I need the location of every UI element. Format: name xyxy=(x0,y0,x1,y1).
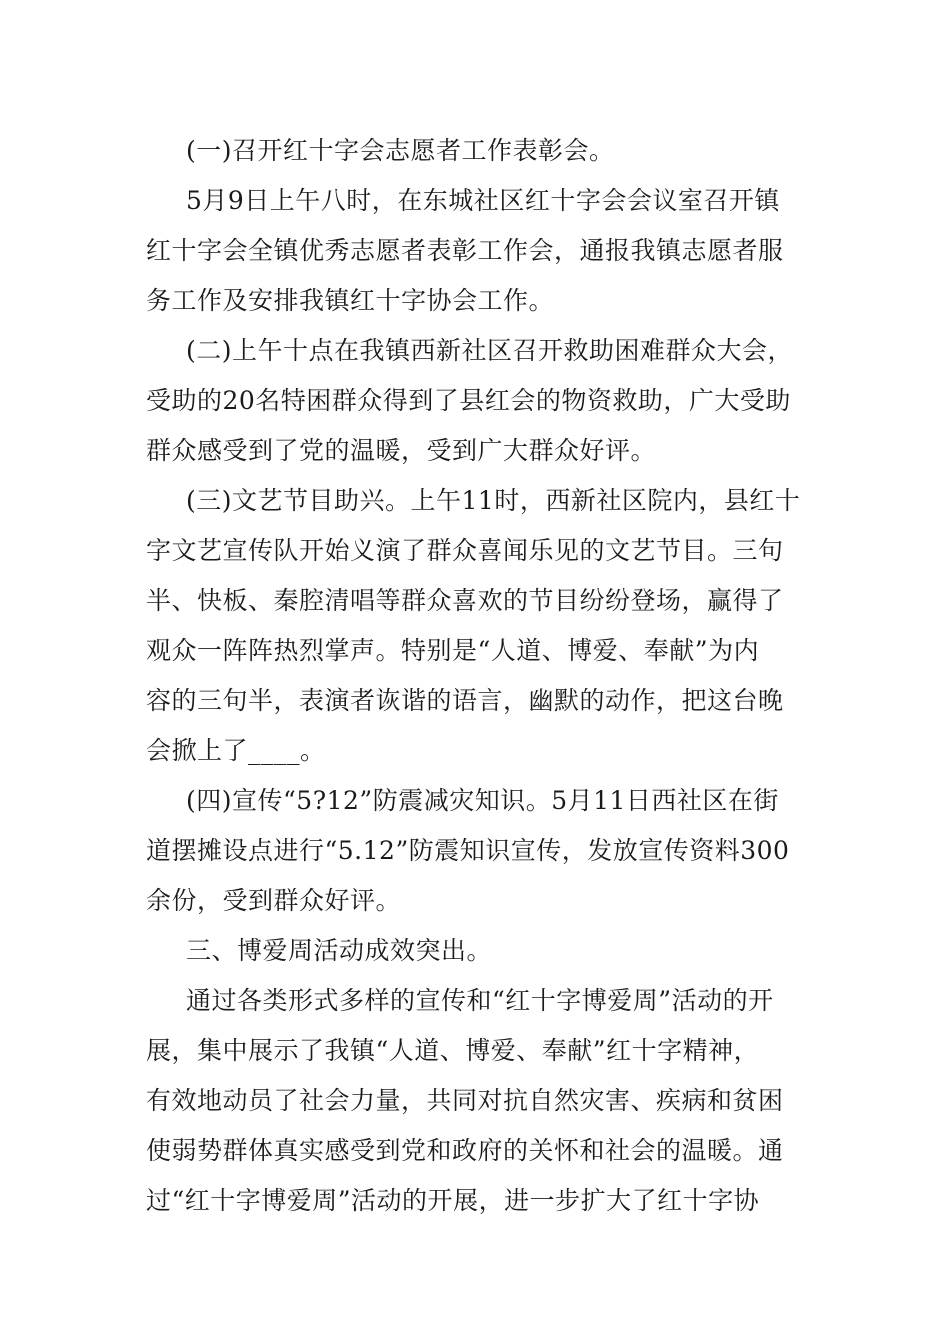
text-line: (一)召开红十字会志愿者工作表彰会。 xyxy=(186,136,615,165)
text-line: 容的三句半，表演者诙谐的语言，幽默的动作，把这台晚 xyxy=(146,686,784,715)
text-line: 群众感受到了党的温暖，受到广大群众好评。 xyxy=(146,436,657,465)
text-line: 观众一阵阵热烈掌声。特别是“人道、博爱、奉献”为内 xyxy=(146,636,760,665)
text-line: (四)宣传“5?12”防震减灾知识。5月11日西社区在街 xyxy=(186,786,779,815)
document-body xyxy=(146,126,810,1226)
text-line: 使弱势群体真实感受到党和政府的关怀和社会的温暖。通 xyxy=(146,1136,784,1165)
text-line: 余份，受到群众好评。 xyxy=(146,886,402,915)
text-line: 通过各类形式多样的宣传和“红十字博爱周”活动的开 xyxy=(186,986,774,1015)
text-line: 道摆摊设点进行“5.12”防震知识宣传，发放宣传资料300 xyxy=(146,836,790,865)
text-line: 会掀上了____。 xyxy=(146,736,326,765)
text-line: 红十字会全镇优秀志愿者表彰工作会，通报我镇志愿者服 xyxy=(146,236,784,265)
text-line: 展，集中展示了我镇“人道、博爱、奉献”红十字精神， xyxy=(146,1036,760,1065)
text-line: (三)文艺节目助兴。上午11时，西新社区院内，县红十 xyxy=(186,486,801,515)
text-line: 过“红十字博爱周”活动的开展，进一步扩大了红十字协 xyxy=(146,1186,760,1215)
text-line: 有效地动员了社会力量，共同对抗自然灾害、疾病和贫困 xyxy=(146,1086,784,1115)
text-line: (二)上午十点在我镇西新社区召开救助困难群众大会， xyxy=(186,336,794,365)
text-line: 务工作及安排我镇红十字协会工作。 xyxy=(146,286,555,315)
text-line: 5月9日上午八时，在东城社区红十字会会议室召开镇 xyxy=(186,186,780,215)
text-line: 半、快板、秦腔清唱等群众喜欢的节目纷纷登场，赢得了 xyxy=(146,586,784,615)
text-line: 字文艺宣传队开始义演了群众喜闻乐见的文艺节目。三句 xyxy=(146,536,784,565)
text-line: 受助的20名特困群众得到了县红会的物资救助，广大受助 xyxy=(146,386,791,415)
section-heading: 三、博爱周活动成效突出。 xyxy=(186,936,493,965)
